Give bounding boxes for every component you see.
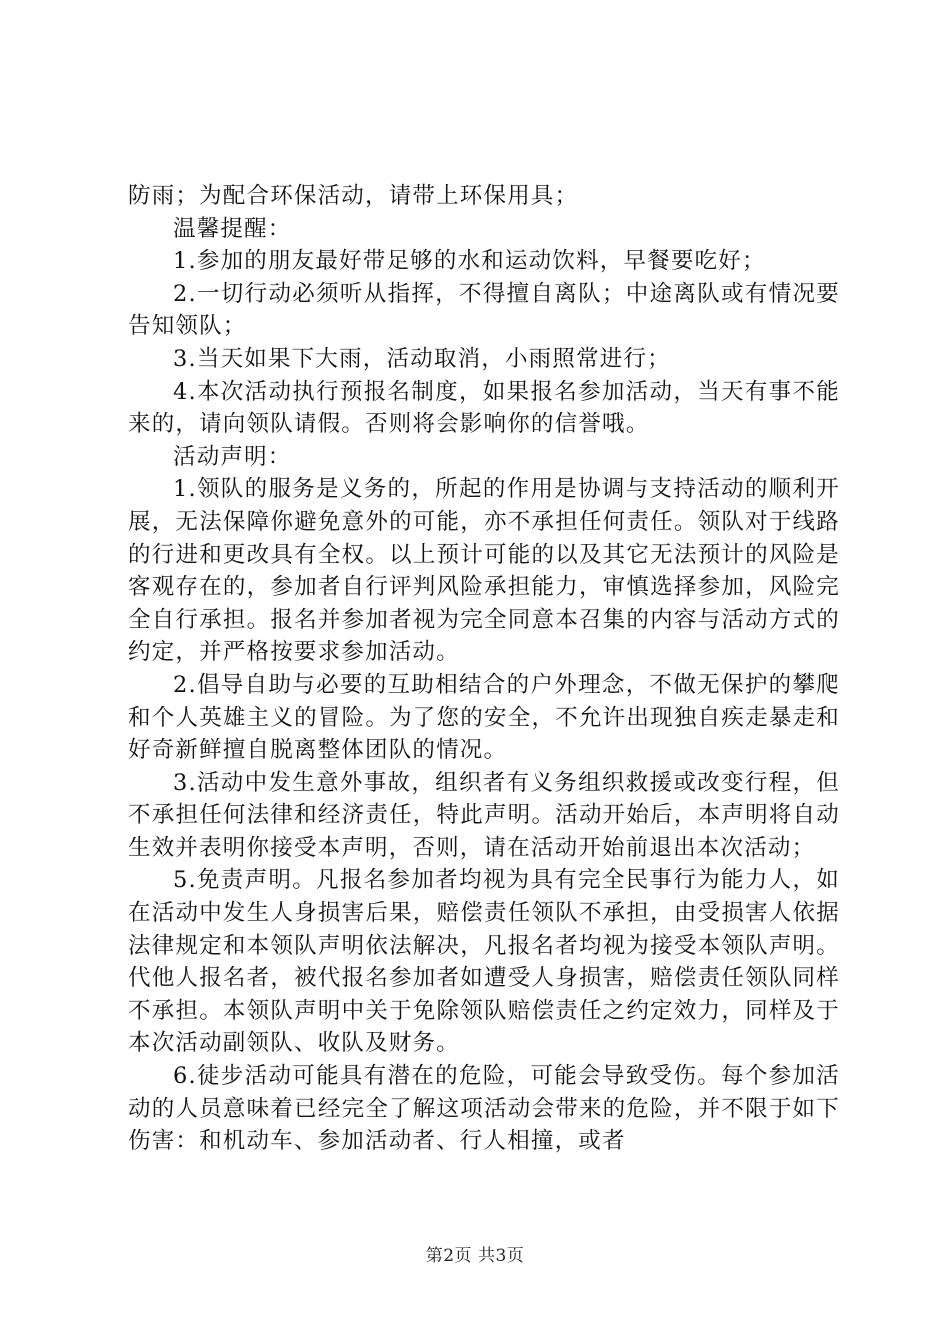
reminder-item-3: 3.当天如果下大雨，活动取消，小雨照常进行；: [173, 345, 671, 372]
statement-item-6: 6.徒步活动可能具有潜在的危险，可能会导致受伤。每个参加活动的人员意味着已经完全了解这项活动会带来的危险，并不限于如下伤害：和机动车、参加活动者、行人相撞，或者: [128, 1063, 840, 1155]
statement-item-5: 5.免责声明。凡报名参加者均视为具有完全民事行为能力人，如在活动中发生人身损害后果，赔偿责任领队不承担，由受损害人依据法律规定和本领队声明依法解决，凡报名者均视为接受本领队声明。代他人报名者，被代报名参加者如遭受人身损害，赔偿责任领队同样不承担。本领队声明中关于免除领队赔偿责任之约定效力，同样及于本次活动副领队、收队及财务。: [128, 867, 840, 1057]
statement-item-3: 3.活动中发生意外事故，组织者有义务组织救援或改变行程，但不承担任何法律和经济责任，特此声明。活动开始后，本声明将自动生效并表明你接受本声明，否则，请在活动开始前退出本次活动；: [128, 769, 840, 861]
reminder-item-2: 2.一切行动必须听从指挥，不得擅自离队；中途离队或有情况要告知领队；: [128, 280, 840, 340]
reminder-item-4: 4.本次活动执行预报名制度，如果报名参加活动，当天有事不能来的，请向领队请假。否则将会影响你的信誉哦。: [128, 378, 840, 438]
statement-item-2: 2.倡导自助与必要的互助相结合的户外理念，不做无保护的攀爬和个人英雄主义的冒险。为了您的安全，不允许出现独自疾走暴走和好奇新鲜擅自脱离整体团队的情况。: [128, 671, 840, 764]
heading-reminder: 温馨提醒：: [173, 215, 292, 242]
heading-statement: 活动声明：: [173, 443, 292, 470]
page-footer: 第2页 共3页: [425, 1246, 525, 1266]
paragraph-rain-gear: 防雨；为配合环保活动，请带上环保用具；: [128, 183, 579, 209]
document-body: [128, 180, 840, 1158]
reminder-item-1: 1.参加的朋友最好带足够的水和运动饮料，早餐要吃好；: [173, 248, 766, 275]
statement-item-1: 1.领队的服务是义务的，所起的作用是协调与支持活动的顺利开展，无法保障你避免意外的可能，亦不承担任何责任。领队对于线路的行进和更改具有全权。以上预计可能的以及其它无法预计的风险是客观存在的，参加者自行评判风险承担能力，审慎选择参加，风险完全自行承担。报名并参加者视为完全同意本召集的内容与活动方式的约定，并严格按要求参加活动。: [128, 476, 840, 666]
